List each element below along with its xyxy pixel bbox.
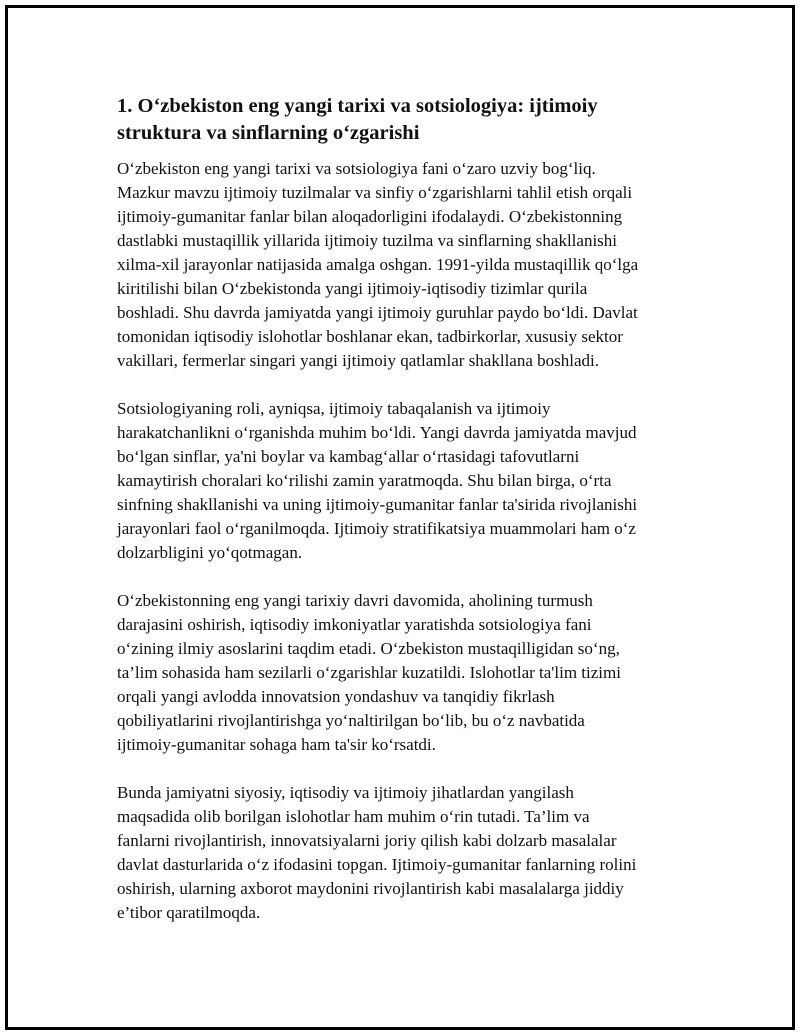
text-line: orqali yangi avlodda innovatsion yondashuv va tanqidiy fikrlash [117, 687, 555, 706]
text-line: O‘zbekiston eng yangi tarixi va sotsiologiya fani o‘zaro uzviy bog‘liq. [117, 159, 596, 178]
text-line: Mazkur mavzu ijtimoiy tuzilmalar va sinfiy o‘zgarishlarni tahlil etish orqali [117, 183, 633, 202]
text-line: ijtimoiy-gumanitar sohaga ham ta'sir ko‘rsatdi. [117, 735, 436, 754]
text-line: Bunda jamiyatni siyosiy, iqtisodiy va ijtimoiy jihatlardan yangilash [117, 783, 574, 802]
document-body [117, 93, 687, 949]
text-line: kiritilishi bilan O‘zbekistonda yangi ijtimoiy-iqtisodiy tizimlar qurila [117, 279, 588, 298]
text-line: kamaytirish choralari ko‘rilishi zamin yaratmoqda. Shu bilan birga, o‘rta [117, 471, 612, 490]
text-line: xilma-xil jarayonlar natijasida amalga oshgan. 1991-yilda mustaqillik qo‘lga [117, 255, 639, 274]
text-line: ijtimoiy-gumanitar fanlar bilan aloqadorligini ifodalaydi. O‘zbekistonning [117, 207, 623, 226]
text-line: dolzarbligini yo‘qotmagan. [117, 543, 303, 562]
text-line: tomonidan iqtisodiy islohotlar boshlanar ekan, tadbirkorlar, xususiy sektor [117, 327, 623, 346]
text-line: Sotsiologiyaning roli, ayniqsa, ijtimoiy tabaqalanish va ijtimoiy [117, 399, 551, 418]
text-line: ta’lim sohasida ham sezilarli o‘zgarishlar kuzatildi. Islohotlar ta'lim tizimi [117, 663, 621, 682]
text-line: o‘zining ilmiy asoslarini taqdim etadi. O‘zbekiston mustaqilligidan so‘ng, [117, 639, 620, 658]
text-line: maqsadida olib borilgan islohotlar ham muhim o‘rin tutadi. Ta’lim va [117, 807, 590, 826]
text-line: jarayonlari faol o‘rganilmoqda. Ijtimoiy stratifikatsiya muammolari ham o‘z [117, 519, 636, 538]
text-line: oshirish, ularning axborot maydonini rivojlantirish kabi masalalarga jiddiy [117, 879, 624, 898]
text-line: qobiliyatlarini rivojlantirishga yo‘naltirilgan bo‘lib, bu o‘z navbatida [117, 711, 585, 730]
title-line: 1. O‘zbekiston eng yangi tarixi va sotsiologiya: ijtimoiy [117, 95, 598, 117]
text-line: e’tibor qaratilmoqda. [117, 903, 261, 922]
text-line: boshladi. Shu davrda jamiyatda yangi ijtimoiy guruhlar paydo bo‘ldi. Davlat [117, 303, 638, 322]
section-title [117, 93, 687, 147]
text-line: fanlarni rivojlantirish, innovatsiyalarni joriy qilish kabi dolzarb masalalar [117, 831, 617, 850]
text-line: dastlabki mustaqillik yillarida ijtimoiy tuzilma va sinflarning shakllanishi [117, 231, 618, 250]
text-line: O‘zbekistonning eng yangi tarixiy davri davomida, aholining turmush [117, 591, 593, 610]
text-line: vakillari, fermerlar singari yangi ijtimoiy qatlamlar shakllana boshladi. [117, 351, 599, 370]
text-line: sinfning shakllanishi va uning ijtimoiy-gumanitar fanlar ta'sirida rivojlanishi [117, 495, 638, 514]
text-line: harakatchanlikni o‘rganishda muhim bo‘ldi. Yangi davrda jamiyatda mavjud [117, 423, 637, 442]
paragraph-1 [117, 157, 687, 373]
paragraph-2 [117, 397, 687, 565]
paragraph-3 [117, 589, 687, 757]
title-line: struktura va sinflarning o‘zgarishi [117, 122, 420, 144]
paragraph-4 [117, 781, 687, 925]
text-line: darajasini oshirish, iqtisodiy imkoniyatlar yaratishda sotsiologiya fani [117, 615, 592, 634]
text-line: davlat dasturlarida o‘z ifodasini topgan. Ijtimoiy-gumanitar fanlarning rolini [117, 855, 637, 874]
text-line: bo‘lgan sinflar, ya'ni boylar va kambag‘allar o‘rtasidagi tafovutlarni [117, 447, 580, 466]
